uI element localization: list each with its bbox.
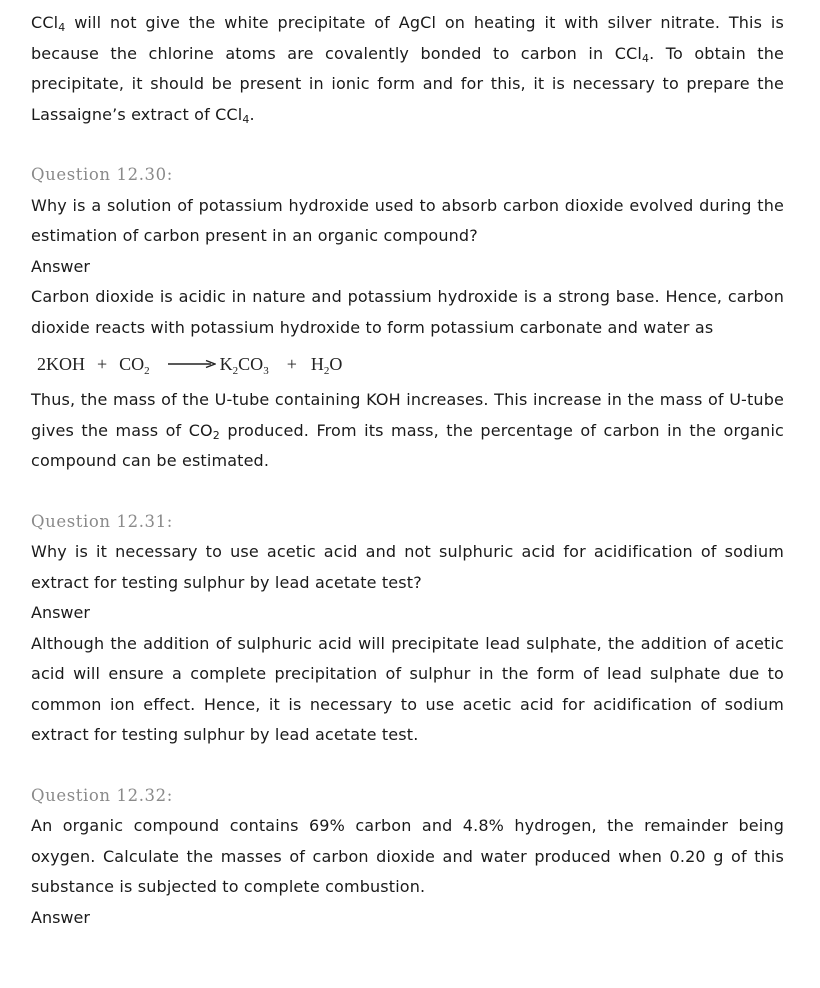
subscript: 2 (212, 428, 220, 442)
product-k2co3 (220, 354, 269, 375)
subscript: 3 (263, 364, 269, 377)
reactant-koh: 2KOH (37, 353, 85, 374)
question-text-12-32: An organic compound contains 69% carbon and 4.8% hydrogen, the remainder being oxygen. Calculate the masses of carbon dioxide and water produced when 0.20 g of this substance is subjected to complete combustion. (31, 816, 784, 896)
plus-sign: + (97, 353, 108, 374)
text-run: O (329, 353, 343, 374)
answer-paragraph-12-30: Carbon dioxide is acidic in nature and potassium hydroxide is a strong base. Hence, carbon dioxide reacts with potassium hydroxide to form potassium carbonate and water as (31, 287, 784, 337)
text-run: H (310, 353, 324, 374)
subscript: 2 (144, 364, 150, 377)
answer-paragraph-12-31: Although the addition of sulphuric acid will precipitate lead sulphate, the addition of acetic acid will ensure a complete precipitation of sulphur in the form of lead sulphate due to common ion effect. Hence, it is necessary to use acetic acid for acidification of sodium extract for testing sulphur by lead acetate test. (31, 633, 784, 744)
text-run: Thus, the mass of the U-tube containing KOH increases. This increase in the mass of U-tube gives the mass of CO (31, 390, 784, 440)
subscript: 4 (641, 51, 650, 65)
answer-label-12-32: Answer (31, 907, 90, 927)
text-run: K (219, 353, 233, 374)
question-title-12-30: Question 12.30: (31, 165, 173, 184)
text-run: . (249, 104, 255, 124)
question-title-12-31: Question 12.31: (31, 511, 173, 531)
subscript: 2 (232, 364, 239, 377)
question-title-12-32: Question 12.32: (31, 785, 173, 805)
chemical-equation (31, 343, 784, 385)
text-run: CCl (31, 13, 59, 32)
answer-label-12-30: Answer (31, 256, 90, 276)
question-text-12-30: Why is a solution of potassium hydroxide used to absorb carbon dioxide evolved during the estimation of carbon present in an organic compound? (31, 195, 784, 245)
reaction-arrow-icon (168, 359, 216, 369)
reactant-co2 (119, 354, 150, 375)
plus-sign: + (286, 353, 297, 374)
subscript: 4 (58, 21, 66, 34)
answer-conclusion-12-30 (31, 385, 784, 477)
product-h2o (311, 354, 343, 375)
text-run: . To obtain the precipitate, it should be present in ionic form and for this, it is necessary to prepare the Lassaigne’s extract of CCl (31, 43, 784, 124)
text-run: CO (238, 353, 264, 374)
document-page (31, 8, 784, 933)
question-text-12-31: Why is it necessary to use acetic acid and not sulphuric acid for acidification of sodium extract for testing sulphur by lead acetate test? (31, 542, 784, 592)
text-run: produced. From its mass, the percentage of carbon in the organic compound can be estimated. (31, 420, 784, 470)
text-run: will not give the white precipitate of AgCl on heating it with silver nitrate. This is because the chlorine atoms are covalently bonded to carbon in CCl (31, 13, 784, 63)
subscript: 2 (323, 364, 330, 377)
text-run: CO (119, 353, 145, 374)
intro-paragraph (31, 8, 784, 130)
answer-label-12-31: Answer (31, 603, 90, 622)
subscript: 4 (242, 112, 250, 126)
